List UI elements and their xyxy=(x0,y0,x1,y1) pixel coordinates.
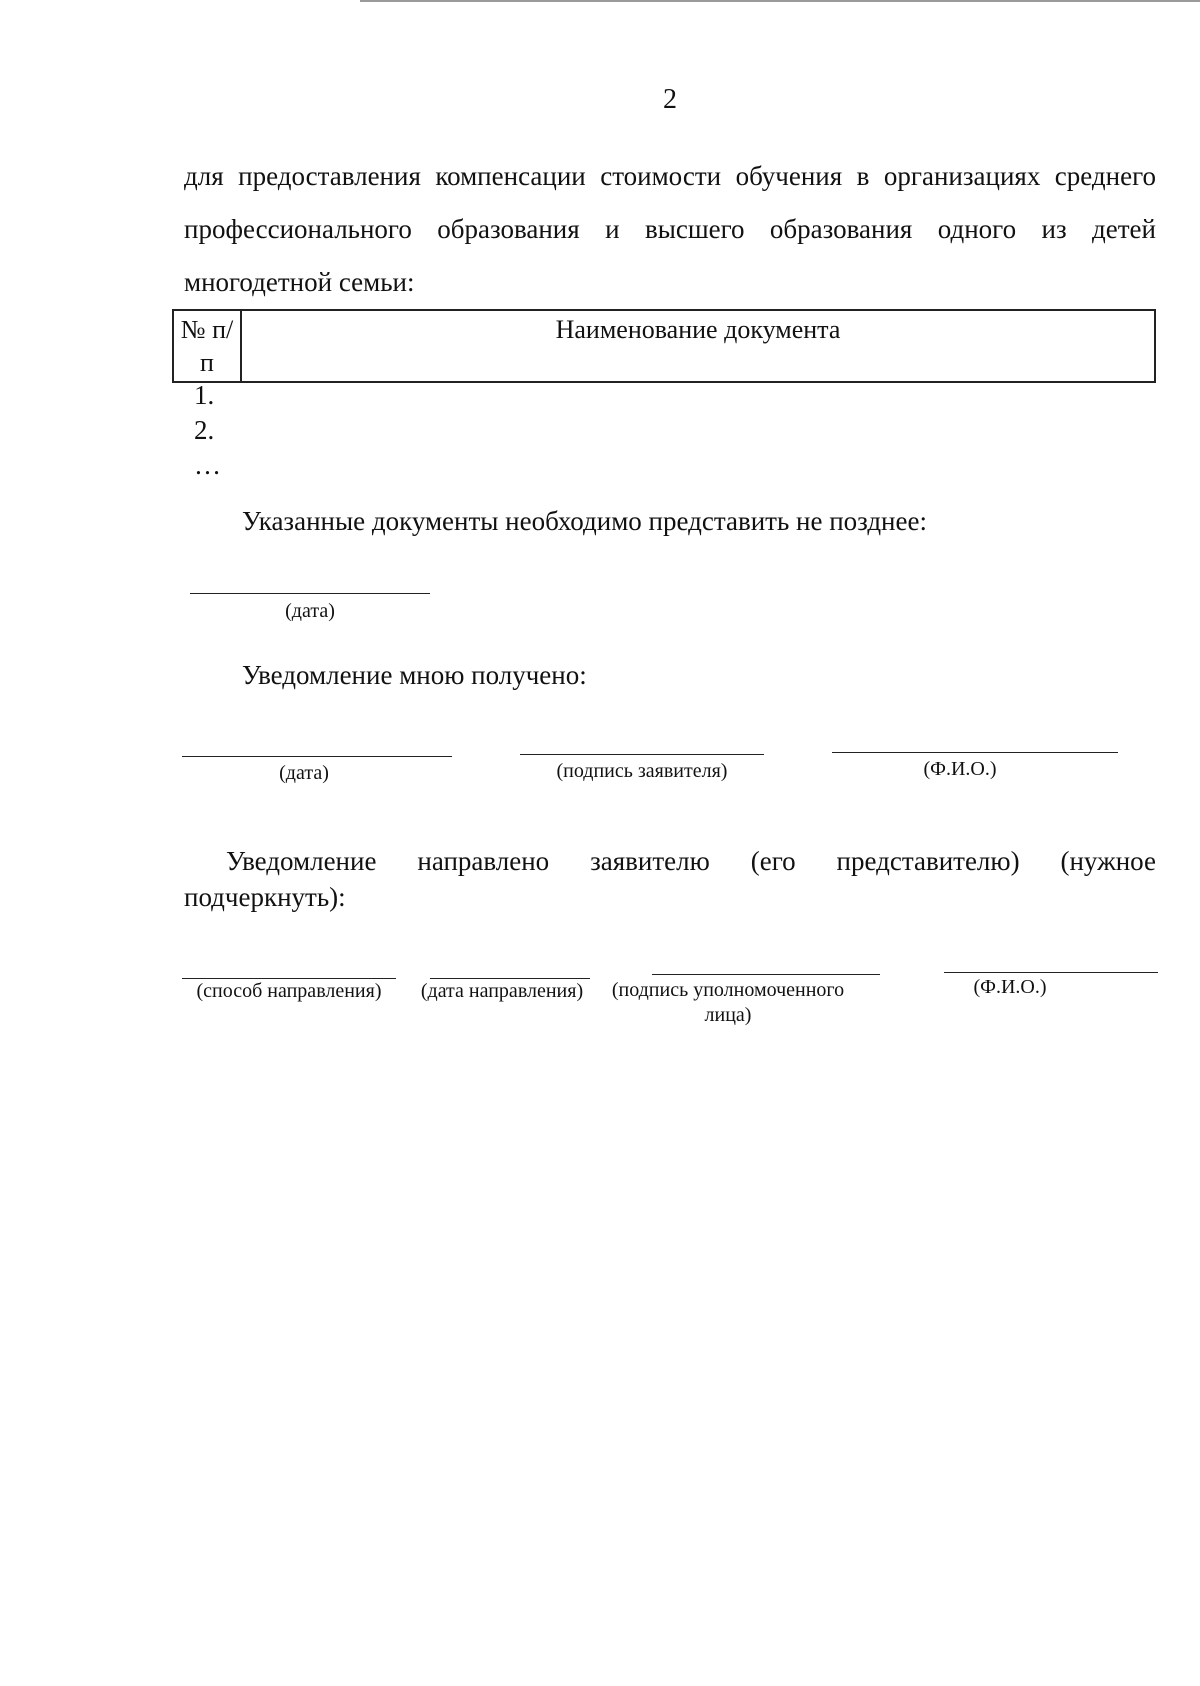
sent-signature-line xyxy=(652,974,880,975)
sent-signature-caption: (подпись уполномоченного лица) xyxy=(611,979,845,1026)
received-signature-caption: (подпись заявителя) xyxy=(556,760,728,782)
deadline-date-caption: (дата) xyxy=(285,600,335,622)
documents-table xyxy=(172,309,1156,383)
sent-text-line-1: Уведомление направлено заявителю (его представителю) (нужное xyxy=(226,846,1156,876)
intro-line-3: многодетной семьи: xyxy=(184,267,415,297)
table-header-num: № п/п xyxy=(173,310,241,382)
received-date-caption: (дата) xyxy=(279,762,329,784)
sent-text-line-2: подчеркнуть): xyxy=(184,882,346,912)
received-date-line xyxy=(182,756,452,757)
deadline-text: Указанные документы необходимо представить не позднее: xyxy=(242,506,927,536)
page-number: 2 xyxy=(663,84,677,115)
intro-paragraph xyxy=(184,150,1156,309)
sent-fio-caption: (Ф.И.О.) xyxy=(973,976,1047,998)
list-item: 1. xyxy=(194,380,215,410)
intro-line-2: профессионального образования и высшего образования одного из детей xyxy=(184,214,1156,244)
sent-fio-line xyxy=(944,972,1158,973)
received-signature-line xyxy=(520,754,764,755)
sent-method-line xyxy=(182,978,396,979)
intro-line-1: для предоставления компенсации стоимости обучения в организациях среднего xyxy=(184,161,1156,191)
received-text: Уведомление мною получено: xyxy=(242,660,587,690)
received-fio-caption: (Ф.И.О.) xyxy=(923,758,997,780)
deadline-date-line xyxy=(190,593,430,594)
table-header-name: Наименование документа xyxy=(241,310,1155,382)
sent-method-caption: (способ направления) xyxy=(196,980,382,1002)
list-item: … xyxy=(194,450,221,480)
scan-top-edge xyxy=(360,0,1200,2)
list-item: 2. xyxy=(194,415,215,445)
sent-date-line xyxy=(430,978,590,979)
received-fio-line xyxy=(832,752,1118,753)
sent-date-caption: (дата направления) xyxy=(420,980,584,1002)
table-header-row xyxy=(173,310,1155,382)
